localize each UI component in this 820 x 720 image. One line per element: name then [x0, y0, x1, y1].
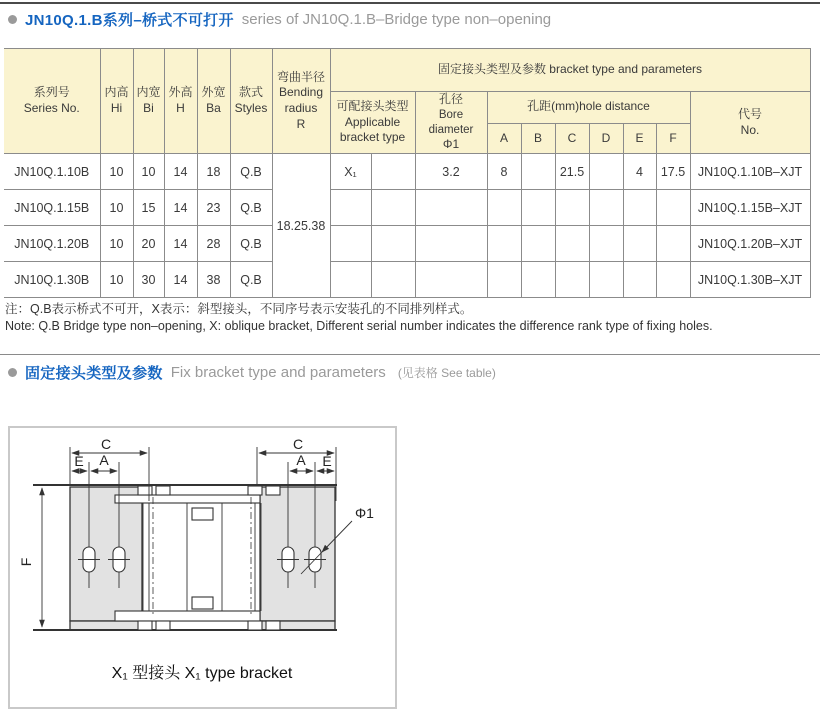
series-cell: JN10Q.1.10B: [4, 154, 100, 190]
hole-c-cell: [555, 262, 589, 298]
table-row: [4, 226, 810, 262]
hi-cell: 10: [100, 226, 133, 262]
dimension-ea-left: [72, 452, 117, 471]
ba-cell: 23: [197, 190, 230, 226]
header-code-en: No.: [740, 122, 760, 137]
snap-window: [192, 597, 213, 609]
header-code: [690, 92, 810, 154]
header-applicable-en1: Applicable: [344, 114, 401, 129]
hi-cell: 10: [100, 262, 133, 298]
bracket-type-cell-2: [371, 154, 415, 190]
ba-cell: 18: [197, 154, 230, 190]
header-bi: [133, 49, 164, 154]
h-cell: 14: [164, 226, 197, 262]
hole-f-cell: [656, 262, 690, 298]
table-row: [4, 262, 810, 298]
bi-cell: 10: [133, 154, 164, 190]
bottom-step: [115, 611, 260, 621]
hole-f-cell: [656, 190, 690, 226]
spec-table: [4, 48, 811, 298]
header-h-en: H: [176, 101, 185, 116]
hole-d-cell: [589, 262, 623, 298]
dim-label-a: A: [296, 452, 306, 468]
header-bending-en3: R: [296, 116, 306, 131]
hole-f-cell: 17.5: [656, 154, 690, 190]
dim-label-e: E: [74, 453, 84, 469]
hole-d-cell: [589, 154, 623, 190]
header-hole-f: F: [656, 123, 690, 154]
header-bi-zh: 内宽: [136, 85, 161, 100]
header-applicable-bracket: [330, 92, 415, 154]
snap-window: [192, 508, 213, 520]
dim-label-phi1: Φ1: [355, 505, 374, 521]
tab: [266, 486, 280, 495]
diagram-caption: X₁ 型接头 X₁ type bracket: [111, 665, 293, 682]
bore-cell: 3.2: [415, 154, 487, 190]
bore-cell: [415, 262, 487, 298]
header-series: [4, 49, 100, 154]
bracket-diagram: [8, 426, 397, 709]
header-applicable-zh: 可配接头类型: [336, 99, 409, 114]
table-row: [4, 190, 810, 226]
style-cell: Q.B: [230, 262, 272, 298]
dimension-f: [18, 488, 42, 627]
hole-c-cell: [555, 226, 589, 262]
header-styles-zh: 款式: [238, 85, 263, 100]
bullet-icon: [8, 368, 17, 377]
dim-label-a: A: [99, 452, 109, 468]
bracket-drawing: [10, 428, 395, 707]
tab: [138, 486, 152, 495]
bi-cell: 15: [133, 190, 164, 226]
hole-b-cell: [521, 190, 555, 226]
series-cell: JN10Q.1.15B: [4, 190, 100, 226]
hole-a-cell: [487, 262, 521, 298]
header-bending-en2: radius: [284, 101, 318, 116]
hole-b-cell: [521, 226, 555, 262]
ba-cell: 38: [197, 262, 230, 298]
dim-label-e: E: [322, 453, 332, 469]
bi-cell: 20: [133, 226, 164, 262]
hi-cell: 10: [100, 190, 133, 226]
hole-a-cell: 8: [487, 154, 521, 190]
header-bending-radius: [272, 49, 330, 154]
section-divider: [0, 354, 820, 355]
tab: [138, 621, 152, 630]
note-en: Note: Q.B Bridge type non–opening, X: oblique bracket, Different serial number indicates the difference rank type of fixing holes.: [5, 319, 713, 333]
code-cell: JN10Q.1.15B–XJT: [690, 190, 810, 226]
header-styles: [230, 49, 272, 154]
header-hole-distance: 孔距(mm)hole distance: [487, 92, 690, 124]
bracket-type-cell-2: [371, 226, 415, 262]
header-code-zh: 代号: [737, 106, 762, 121]
header-bore-diameter: [415, 92, 487, 154]
hole-d-cell: [589, 190, 623, 226]
header-bending-en1: Bending: [278, 85, 324, 100]
h-cell: 14: [164, 262, 197, 298]
hole-d-cell: [589, 226, 623, 262]
hole-b-cell: [521, 262, 555, 298]
tab: [248, 621, 262, 630]
bending-radius-cell: 18.25.38: [272, 154, 330, 298]
code-cell: JN10Q.1.30B–XJT: [690, 262, 810, 298]
h-cell: 14: [164, 154, 197, 190]
bracket-type-cell-2: [371, 190, 415, 226]
series-cell: JN10Q.1.20B: [4, 226, 100, 262]
header-hole-e: E: [623, 123, 656, 154]
header-h-zh: 外高: [168, 85, 193, 100]
bore-cell: [415, 226, 487, 262]
dimension-ae-right: [290, 452, 334, 471]
header-styles-en: Styles: [234, 101, 268, 116]
bullet-icon: [8, 15, 17, 24]
hole-c-cell: 21.5: [555, 154, 589, 190]
hole-a-cell: [487, 190, 521, 226]
header-bore-en: Bore diameter: [428, 108, 474, 136]
ba-cell: 28: [197, 226, 230, 262]
section1-title-zh: JN10Q.1.B系列–桥式不可打开: [25, 12, 234, 29]
series-cell: JN10Q.1.30B: [4, 262, 100, 298]
hi-cell: 10: [100, 154, 133, 190]
header-hole-b: B: [521, 123, 555, 154]
header-bore-symbol: Φ1: [442, 137, 460, 152]
section2-title-en: Fix bracket type and parameters: [170, 364, 386, 381]
header-hole-a: A: [487, 123, 521, 154]
tab: [156, 486, 170, 495]
dim-label-c: C: [100, 436, 112, 452]
header-hi: [100, 49, 133, 154]
header-series-zh: 系列号: [33, 85, 70, 100]
tab: [266, 621, 280, 630]
hole-a-cell: [487, 226, 521, 262]
style-cell: Q.B: [230, 154, 272, 190]
section1-title-en: series of JN10Q.1.B–Bridge type non–opening: [241, 11, 552, 28]
hole-e-cell: [623, 226, 656, 262]
section2-hint: (见表格 See table): [397, 366, 496, 380]
header-h: [164, 49, 197, 154]
header-series-en: Series No.: [23, 101, 80, 116]
hole-e-cell: [623, 190, 656, 226]
left-plate: [70, 487, 142, 621]
table-row: [4, 154, 810, 190]
header-hi-en: Hi: [110, 101, 123, 116]
dim-label-f: F: [18, 557, 34, 567]
hole-c-cell: [555, 190, 589, 226]
bracket-type-cell-2: [371, 262, 415, 298]
header-hole-c: C: [555, 123, 589, 154]
right-plate: [260, 487, 335, 621]
table-notes: [5, 301, 713, 335]
h-cell: 14: [164, 190, 197, 226]
section2-title-zh: 固定接头类型及参数: [25, 365, 163, 382]
header-ba: [197, 49, 230, 154]
bracket-type-cell: [330, 262, 371, 298]
top-rule: [0, 2, 820, 4]
header-hole-d: D: [589, 123, 623, 154]
hole-e-cell: 4: [623, 154, 656, 190]
code-cell: JN10Q.1.10B–XJT: [690, 154, 810, 190]
header-bracket-group: 固定接头类型及参数 bracket type and parameters: [330, 49, 810, 92]
tab: [156, 621, 170, 630]
hole-e-cell: [623, 262, 656, 298]
dim-label-c: C: [292, 436, 304, 452]
header-ba-en: Ba: [206, 101, 221, 116]
note-zh: 注：Q.B表示桥式不可开，X表示：斜型接头，不同序号表示安装孔的不同排列样式。: [5, 302, 473, 316]
style-cell: Q.B: [230, 190, 272, 226]
hole-f-cell: [656, 226, 690, 262]
bracket-type-cell: X₁: [330, 154, 371, 190]
bracket-type-cell: [330, 190, 371, 226]
bracket-type-cell: [330, 226, 371, 262]
header-ba-zh: 外宽: [201, 85, 226, 100]
section2-title: [8, 362, 496, 383]
header-bi-en: Bi: [143, 101, 154, 116]
tab: [248, 486, 262, 495]
code-cell: JN10Q.1.20B–XJT: [690, 226, 810, 262]
header-applicable-en2: bracket type: [339, 130, 406, 145]
style-cell: Q.B: [230, 226, 272, 262]
hole-b-cell: [521, 154, 555, 190]
bore-cell: [415, 190, 487, 226]
header-bore-zh: 孔径: [438, 92, 463, 106]
top-step: [115, 495, 260, 503]
bi-cell: 30: [133, 262, 164, 298]
section1-title: [8, 9, 551, 30]
header-hi-zh: 内高: [104, 85, 129, 100]
header-bending-zh: 弯曲半径: [276, 69, 325, 84]
